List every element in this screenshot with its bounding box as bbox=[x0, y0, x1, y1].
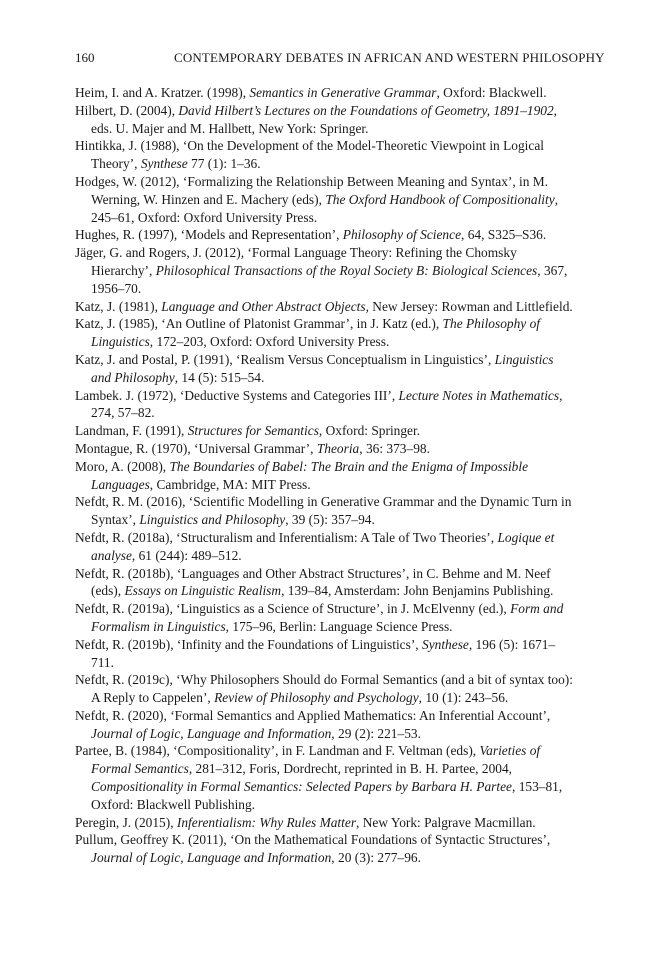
reference-text: Hilbert, D. (2004), bbox=[75, 102, 179, 118]
reference-title-italic: Linguistics and Philosophy bbox=[139, 512, 286, 528]
reference-title-italic: Synthese bbox=[422, 636, 469, 652]
reference-list bbox=[75, 84, 575, 867]
reference-entry bbox=[75, 707, 575, 743]
running-title: CONTEMPORARY DEBATES IN AFRICAN AND WESTERN PHILOSOPHY bbox=[174, 50, 605, 65]
reference-text: , 172–203, Oxford: Oxford University Press. bbox=[149, 334, 390, 350]
reference-text: Hodges, W. (2012), ‘Formalizing the Relationship Between Meaning and Syntax’, in M. Werning, W. Hinzen and E. Machery (eds), bbox=[75, 173, 549, 207]
reference-title-italic: Semantics in Generative Grammar bbox=[249, 85, 437, 100]
reference-text: , 39 (5): 357–94. bbox=[285, 512, 375, 528]
reference-text: Heim, I. and A. Kratzer. (1998), bbox=[75, 85, 250, 100]
reference-entry bbox=[75, 671, 575, 707]
reference-entry bbox=[75, 814, 575, 832]
reference-entry bbox=[75, 226, 575, 244]
reference-text: , 10 (1): 243–56. bbox=[418, 690, 509, 706]
reference-entry bbox=[75, 636, 575, 672]
reference-title-italic: Journal of Logic, Language and Information bbox=[91, 725, 332, 741]
reference-text: , 153–81, Oxford: Blackwell Publishing. bbox=[91, 779, 563, 812]
reference-title-italic: The Oxford Handbook of Compositionality bbox=[325, 191, 555, 207]
reference-text: Nefdt, R. (2020), ‘Formal Semantics and Applied Mathematics: An Inferential Account’, bbox=[75, 707, 551, 723]
reference-text: , Cambridge, MA: MIT Press. bbox=[149, 476, 311, 492]
reference-title-italic: Review of Philosophy and Psychology bbox=[214, 690, 419, 706]
reference-title-italic: Essays on Linguistic Realism bbox=[124, 583, 282, 599]
reference-title-italic: Form and Formalism in Linguistics bbox=[91, 601, 564, 634]
reference-text: Nefdt, R. (2018b), ‘Languages and Other Abstract Structures’, in C. Behme and M. Neef (eds), bbox=[75, 565, 551, 599]
reference-text: , 274, 57–82. bbox=[91, 387, 563, 421]
reference-entry bbox=[75, 458, 575, 494]
reference-text: Montague, R. (1970), ‘Universal Grammar’, bbox=[75, 440, 317, 456]
reference-entry bbox=[75, 529, 575, 565]
reference-title-italic: Theoria bbox=[316, 440, 360, 456]
reference-title-italic: Synthese bbox=[140, 156, 188, 172]
reference-text: , 61 (244): 489–512. bbox=[131, 547, 242, 563]
reference-text: Hintikka, J. (1988), ‘On the Development of the Model-Theoretic Viewpoint in Logical Theory’, bbox=[75, 138, 544, 172]
reference-title-italic: David Hilbert’s Lectures on the Foundations of Geometry, 1891–1902 bbox=[178, 102, 554, 118]
reference-text: Katz, J. (1981), bbox=[75, 298, 162, 314]
reference-text: , New Jersey: Rowman and Littlefield. bbox=[365, 298, 573, 314]
reference-text: , 245–61, Oxford: Oxford University Press. bbox=[91, 191, 559, 225]
reference-entry bbox=[75, 831, 575, 867]
reference-title-italic: The Philosophy of Linguistics bbox=[91, 316, 540, 350]
reference-text: , 20 (3): 277–96. bbox=[331, 850, 421, 866]
reference-entry bbox=[75, 137, 575, 173]
reference-entry bbox=[75, 351, 575, 387]
reference-entry bbox=[75, 173, 575, 226]
reference-text: Katz, J. and Postal, P. (1991), ‘Realism Versus Conceptualism in Linguistics’, bbox=[75, 351, 495, 367]
reference-entry bbox=[75, 600, 575, 636]
reference-text: Partee, B. (1984), ‘Compositionality’, in F. Landman and F. Veltman (eds), bbox=[75, 743, 480, 759]
reference-title-italic: Philosophical Transactions of the Royal Society B: Biological Sciences bbox=[155, 262, 538, 278]
reference-text: Landman, F. (1991), bbox=[75, 423, 188, 439]
reference-text: , eds. U. Majer and M. Hallbett, New York: Springer. bbox=[91, 102, 558, 136]
reference-text: , Oxford: Springer. bbox=[318, 423, 421, 439]
reference-entry bbox=[75, 387, 575, 423]
reference-title-italic: Inferentialism: Why Rules Matter bbox=[176, 814, 357, 830]
reference-text: Hughes, R. (1997), ‘Models and Representation’, bbox=[75, 227, 343, 243]
reference-text: Nefdt, R. (2019c), ‘Why Philosophers Should do Formal Semantics (and a bit of syntax too): A Reply to Cappelen’, bbox=[75, 672, 573, 706]
reference-text: , 367, 1956–70. bbox=[91, 262, 568, 296]
reference-text: , 29 (2): 221–53. bbox=[331, 725, 421, 741]
reference-text: Nefdt, R. (2019a), ‘Linguistics as a Science of Structure’, in J. McElvenny (ed.), bbox=[75, 601, 511, 617]
reference-title-italic: Language and Other Abstract Objects bbox=[161, 298, 366, 314]
reference-text: Pullum, Geoffrey K. (2011), ‘On the Mathematical Foundations of Syntactic Structures’, bbox=[75, 832, 551, 848]
reference-entry bbox=[75, 565, 575, 601]
reference-text: , 175–96, Berlin: Language Science Press. bbox=[225, 618, 453, 634]
reference-entry bbox=[75, 422, 575, 440]
reference-text: Peregin, J. (2015), bbox=[75, 814, 177, 830]
reference-entry bbox=[75, 315, 575, 351]
reference-title-italic: Varieties of Formal Semantics bbox=[91, 743, 541, 777]
reference-text: Nefdt, R. (2018a), ‘Structuralism and Inferentialism: A Tale of Two Theories’, bbox=[75, 529, 498, 545]
running-head bbox=[75, 49, 605, 67]
reference-text: , 281–312, Foris, Dordrecht, reprinted in B. H. Partee, 2004, bbox=[188, 761, 513, 777]
reference-text: , 196 (5): 1671–711. bbox=[91, 636, 556, 670]
reference-title-italic: Lecture Notes in Mathematics bbox=[398, 387, 560, 403]
reference-text: 77 (1): 1–36. bbox=[187, 156, 261, 172]
reference-text: Jäger, G. and Rogers, J. (2012), ‘Formal Language Theory: Refining the Chomsky Hierarchy’, bbox=[75, 245, 517, 278]
reference-title-italic: Logique et analyse bbox=[91, 529, 555, 563]
reference-entry bbox=[75, 298, 575, 316]
reference-text: , 36: 373–98. bbox=[359, 440, 430, 456]
reference-entry bbox=[75, 493, 575, 529]
reference-title-italic: Journal of Logic, Language and Information bbox=[91, 850, 332, 866]
reference-title-italic: The Boundaries of Babel: The Brain and the Enigma of Impossible Languages bbox=[91, 458, 529, 492]
reference-entry bbox=[75, 84, 575, 102]
reference-text: Katz, J. (1985), ‘An Outline of Platonist Grammar’, in J. Katz (ed.), bbox=[75, 316, 443, 332]
reference-text: , 14 (5): 515–54. bbox=[174, 369, 265, 385]
reference-title-italic: Structures for Semantics bbox=[187, 423, 319, 439]
page-number: 160 bbox=[75, 50, 95, 65]
reference-entry bbox=[75, 440, 575, 458]
reference-text: , 139–84, Amsterdam: John Benjamins Publishing. bbox=[281, 583, 554, 599]
reference-text: , Oxford: Blackwell. bbox=[436, 85, 547, 100]
reference-title-italic: Linguistics and Philosophy bbox=[91, 351, 554, 385]
reference-text: Nefdt, R. M. (2016), ‘Scientific Modelling in Generative Grammar and the Dynamic Turn in Syntax’, bbox=[75, 494, 572, 528]
reference-text: , 64, S325–S36. bbox=[461, 227, 547, 243]
reference-entry bbox=[75, 244, 575, 297]
reference-text: Moro, A. (2008), bbox=[75, 458, 170, 474]
reference-entry bbox=[75, 102, 575, 138]
reference-title-italic: Compositionality in Formal Semantics: Selected Papers by Barbara H. Partee bbox=[91, 779, 512, 795]
reference-text: , New York: Palgrave Macmillan. bbox=[356, 814, 536, 830]
reference-entry bbox=[75, 742, 575, 813]
reference-text: Nefdt, R. (2019b), ‘Infinity and the Foundations of Linguistics’, bbox=[75, 636, 422, 652]
reference-title-italic: Philosophy of Science bbox=[342, 227, 462, 243]
reference-text: Lambek. J. (1972), ‘Deductive Systems and Categories III’, bbox=[75, 387, 399, 403]
